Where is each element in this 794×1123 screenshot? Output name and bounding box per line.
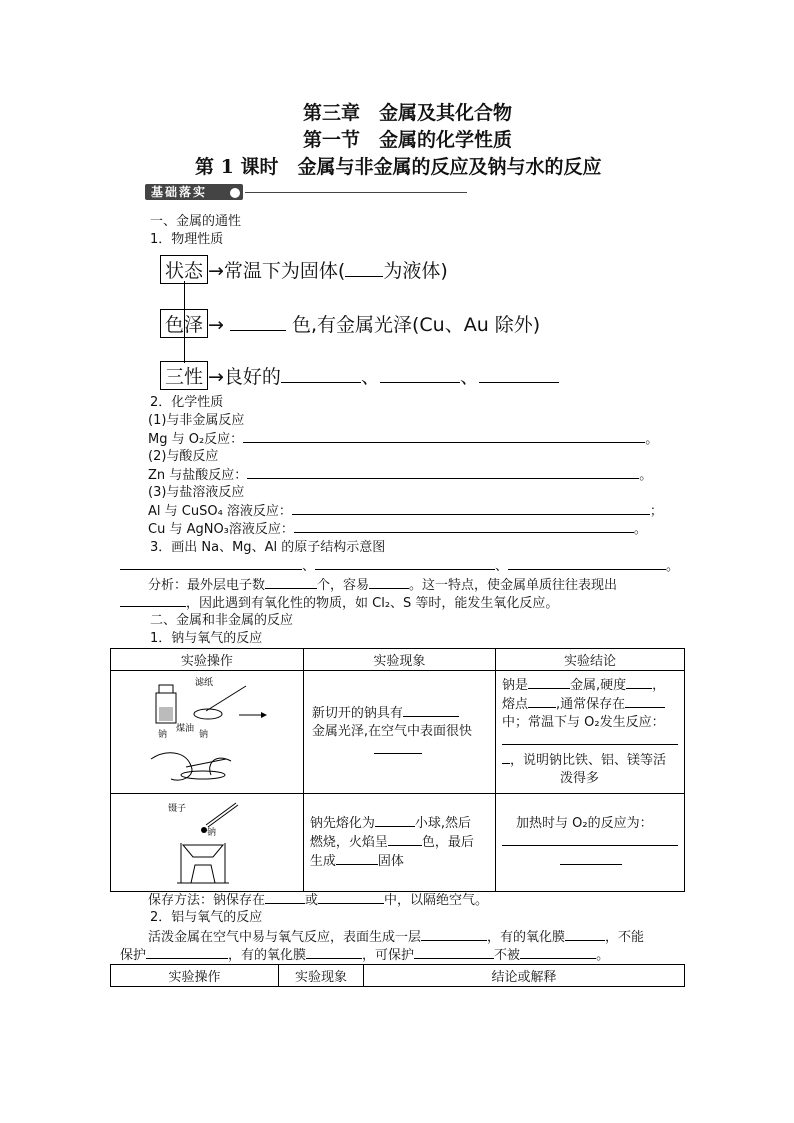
table-header: 实验现象: [303, 649, 495, 671]
al-line-1: [148, 928, 644, 947]
cell-text: 泼得多: [560, 771, 600, 786]
phys-diagram: [160, 255, 560, 390]
c3-al: [148, 502, 663, 521]
badge-label: 基础落实: [151, 185, 208, 199]
color-text: 色,有金属光泽(Cu、Au 除外): [291, 314, 541, 336]
period: 。: [645, 432, 659, 447]
al-text: ，不能: [605, 930, 645, 945]
table-header: 结论或解释: [364, 965, 685, 987]
s2-sub1: 1．钠与氧气的反应: [150, 631, 263, 646]
al-text: ，有的氧化膜: [228, 948, 307, 963]
table-header: 实验结论: [496, 649, 685, 671]
sep-2: 、: [459, 366, 479, 388]
sep: 、: [495, 559, 509, 574]
cell-text: 小球,然后: [414, 816, 472, 831]
table-aluminum-oxygen: [110, 964, 685, 987]
sodium-burn-figure: [111, 795, 301, 891]
al-text: 。: [596, 948, 610, 963]
r1-conclusion: [496, 671, 685, 794]
period: 。: [666, 559, 680, 574]
cell-text: ,通常保存在: [556, 697, 626, 712]
svg-text:钠: 钠: [199, 730, 209, 740]
al-text: 活泼金属在空气中易与氧气反应，表面生成一层: [148, 930, 422, 945]
c3-heading: (3)与盐溶液反应: [148, 485, 245, 500]
analysis-line-2: [120, 594, 558, 613]
color-box: 色泽: [160, 309, 208, 338]
sep: 、: [302, 559, 316, 574]
table-header: 实验操作: [111, 965, 279, 987]
storage-text: 或: [305, 893, 319, 908]
chapter-title: 第三章 金属及其化合物: [303, 102, 513, 124]
q3-blanks: [120, 557, 679, 576]
analysis-text: 分析：最外层电子数: [148, 578, 266, 593]
storage-text: 保存方法：钠保存在: [148, 893, 266, 908]
cell-text: ，说明钠比铁、铝、镁等活: [510, 753, 667, 768]
r1-phenomenon: [303, 671, 495, 794]
color-arrow: →: [208, 314, 224, 336]
cell-text: 色，最后: [421, 835, 474, 850]
phys-heading: 1．物理性质: [150, 232, 224, 247]
c2-zn: [148, 466, 652, 485]
sep-1: 、: [360, 366, 380, 388]
cell-text: 金属,硬度: [570, 678, 627, 693]
svg-text:煤油: 煤油: [176, 724, 195, 734]
badge-dot-icon: [229, 187, 241, 199]
fig2-cell: [111, 794, 304, 892]
period: 。: [639, 468, 653, 483]
c2-zn-label: Zn 与盐酸反应：: [148, 468, 248, 483]
q3-heading: 3．画出 Na、Mg、Al 的原子结构示意图: [150, 540, 386, 555]
storage-line: [148, 891, 488, 910]
cell-text: 熔点: [502, 697, 529, 712]
chem-heading: 2．化学性质: [150, 395, 224, 410]
section-title: 第一节 金属的化学性质: [303, 129, 513, 151]
r2-conclusion: [496, 794, 685, 892]
analysis-text: ，因此遇到有氧化性的物质，如 Cl₂、S 等时，能发生氧化反应。: [186, 596, 559, 611]
state-text-2: 为液体): [383, 260, 448, 282]
table-sodium-oxygen: [110, 648, 685, 892]
c1-mg-label: Mg 与 O₂反应：: [148, 432, 244, 447]
cell-text: 钠是: [502, 678, 529, 693]
s1-heading: 一、金属的通性: [150, 214, 242, 229]
cell-text: 燃烧，火焰呈: [309, 835, 388, 850]
storage-text: 中，以隔绝空气。: [384, 893, 489, 908]
fig1-cell: [111, 671, 304, 794]
al-text: ，可保护: [362, 948, 415, 963]
cell-text: 新切开的钠具有: [311, 706, 403, 721]
r2-phenomenon: [303, 794, 495, 892]
al-line-2: [120, 946, 609, 965]
svg-text:钠: 钠: [158, 730, 168, 740]
table-header: 实验操作: [111, 649, 304, 671]
s2-sub2: 2．铝与氧气的反应: [150, 910, 263, 925]
cell-text: 钠先熔化为: [309, 816, 375, 831]
c1-mg: [148, 430, 658, 449]
analysis-line-1: [148, 576, 617, 595]
state-text: →常温下为固体(: [208, 260, 346, 282]
cell-text: 加热时与 O₂的反应为：: [516, 815, 653, 831]
section-badge: [145, 182, 467, 202]
three-box: 三性: [160, 361, 208, 390]
three-text: →良好的: [208, 366, 281, 388]
cell-text: 金属光泽,在空气中表面很快: [311, 724, 473, 739]
c3-cu-label: Cu 与 AgNO₃溶液反应：: [148, 522, 294, 537]
sodium-cut-figure: [111, 671, 301, 793]
cell-text: ，: [652, 678, 666, 693]
c3-al-label: Al 与 CuSO₄ 溶液反应：: [148, 504, 292, 519]
cell-text: 生成: [309, 854, 336, 869]
c1-heading: (1)与非金属反应: [148, 413, 245, 428]
al-text: 不被: [494, 948, 521, 963]
analysis-text: 个，容易: [317, 578, 370, 593]
table-header: 实验现象: [279, 965, 364, 987]
period: 。: [633, 522, 647, 537]
c3-cu: [148, 520, 647, 539]
semicolon: ；: [649, 504, 663, 519]
c2-heading: (2)与酸反应: [148, 449, 219, 464]
svg-text:镊子: 镊子: [168, 803, 187, 814]
svg-text:钠: 钠: [207, 827, 217, 838]
cell-text: 中；常温下与 O₂发生反应：: [502, 715, 665, 730]
svg-text:滤纸: 滤纸: [195, 678, 214, 688]
al-text: 保护: [120, 948, 147, 963]
s2-heading: 二、金属和非金属的反应: [150, 613, 294, 628]
lesson-title: 第 1 课时 金属与非金属的反应及钠与水的反应: [195, 156, 602, 178]
state-box: 状态: [160, 255, 208, 284]
analysis-text: 。这一特点，使金属单质往往表现出: [409, 578, 618, 593]
cell-text: 固体: [377, 854, 404, 869]
al-text: ，有的氧化膜: [487, 930, 566, 945]
